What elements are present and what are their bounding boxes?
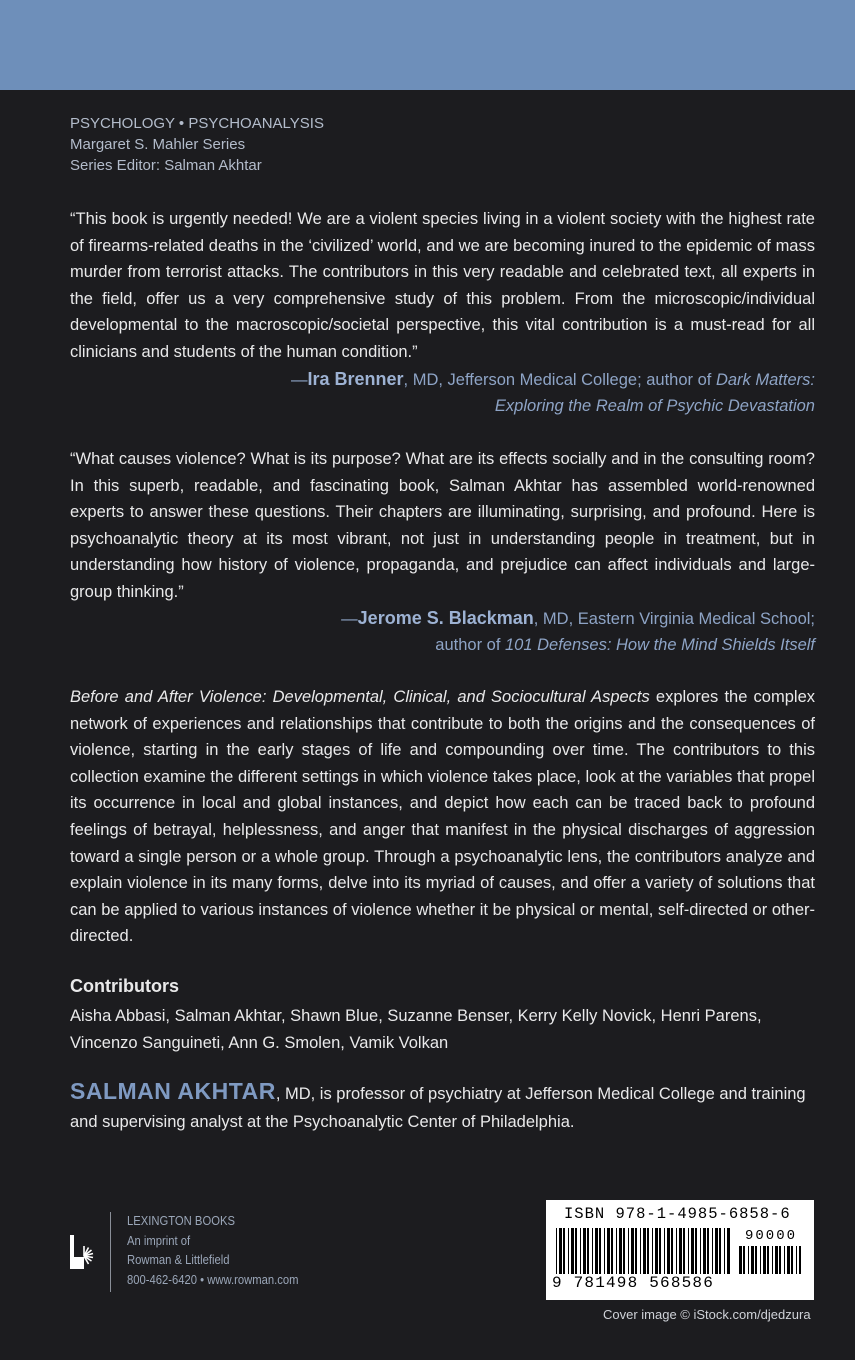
isbn-number: ISBN 978-1-4985-6858-6 bbox=[564, 1205, 791, 1223]
attribution-book-line2: Exploring the Realm of Psychic Devastation bbox=[494, 397, 815, 415]
price-code: 90000 bbox=[745, 1228, 798, 1244]
series-editor: Series Editor: Salman Akhtar bbox=[70, 157, 262, 174]
publisher-logo-icon bbox=[70, 1235, 96, 1269]
price-barcode-bars bbox=[739, 1246, 801, 1274]
attribution-book-line1: Dark Matters: bbox=[715, 371, 815, 389]
author-bio-text: , MD, is professor of psychiatry at Jefferson Medical College and training and supervising analyst at the Psychoanalytic Center of Philadelphia. bbox=[70, 1085, 806, 1131]
author-name: SALMAN AKHTAR bbox=[70, 1078, 276, 1104]
series-name: Margaret S. Mahler Series bbox=[70, 136, 246, 153]
attribution-name: Jerome S. Blackman bbox=[357, 608, 534, 628]
publisher-imprint: An imprint of bbox=[127, 1233, 191, 1248]
category-label: PSYCHOLOGY • PSYCHOANALYSIS bbox=[70, 115, 324, 132]
attribution-credentials: , MD, Jefferson Medical College; author of bbox=[403, 371, 716, 389]
cover-image-credit: Cover image © iStock.com/djedzura bbox=[603, 1307, 811, 1322]
author-bio bbox=[70, 1077, 815, 1136]
blurb-attribution-2 bbox=[55, 605, 815, 658]
blurb-attribution-1 bbox=[55, 366, 815, 419]
series-info bbox=[70, 113, 324, 176]
attribution-dash: — bbox=[290, 371, 308, 389]
publisher-name: LEXINGTON BOOKS bbox=[127, 1214, 235, 1228]
barcode-digits: 9 781498 568586 bbox=[552, 1274, 715, 1292]
top-color-band bbox=[0, 0, 855, 90]
description-body: explores the complex network of experiences and relationships that contribute to both the origins and the consequences of violence, starting in the early stages of life and compounding over time. The contributors to this collection examine the different settings in which violence takes place, look at the variables that propel its occurrence in local and global instances, and depict how each can be traced back to profound feelings of betrayal, helplessness, and anger that manifest in the physical discharges of aggression toward a single person or a whole group. Through a psychoanalytic lens, the contributors analyze and explain violence in its many forms, delve into its myriad of causes, and offer a variety of solutions that can be applied to various instances of violence whether it be physical or mental, self-directed or other-directed. bbox=[70, 688, 816, 946]
blurb-quote-2: “What causes violence? What is its purpose? What are its effects socially and in the consulting room? In this superb, readable, and fascinating book, Salman Akhtar has assembled world-renowned experts to answer these questions. Their chapters are illuminating, surprising, and profound. Here is psychoanalytic theory at its most vibrant, not just in understanding people in treatment, but in understanding how history of violence, propaganda, and prejudice can affect individuals and large-group thinking.” bbox=[70, 450, 815, 601]
contributors-heading: Contributors bbox=[70, 976, 179, 996]
book-description bbox=[70, 684, 815, 950]
attribution-author-of: author of bbox=[435, 636, 505, 654]
attribution-credentials: , MD, Eastern Virginia Medical School; bbox=[533, 610, 815, 628]
isbn-barcode bbox=[546, 1200, 814, 1300]
barcode-bars bbox=[556, 1228, 731, 1274]
publisher-info bbox=[127, 1212, 299, 1290]
book-title: Before and After Violence: Developmental, Clinical, and Sociocultural Aspects bbox=[70, 688, 650, 706]
contributors-list: Aisha Abbasi, Salman Akhtar, Shawn Blue, Suzanne Benser, Kerry Kelly Novick, Henri Parens, Vincenzo Sanguineti, Ann G. Smolen, Vamik Volkan bbox=[70, 1007, 762, 1052]
blurb-quote-1: “This book is urgently needed! We are a violent species living in a violent society with the highest rate of firearms-related deaths in the ‘civilized’ world, and we are becoming inured to the epidemic of mass murder from terrorist attacks. The contributors in this very readable and celebrated text, all experts in the field, offer us a very comprehensive study of this problem. From the microscopic/individual developmental to the macroscopic/societal perspective, this vital contribution is a must-read for all clinicians and students of the human condition.” bbox=[70, 210, 815, 361]
publisher-parent: Rowman & Littlefield bbox=[127, 1253, 230, 1267]
publisher-divider bbox=[110, 1212, 111, 1292]
attribution-name: Ira Brenner bbox=[307, 369, 404, 389]
publisher-contact: 800-462-6420 • www.rowman.com bbox=[127, 1272, 299, 1287]
attribution-dash: — bbox=[341, 610, 358, 628]
attribution-book: 101 Defenses: How the Mind Shields Itself bbox=[505, 636, 815, 654]
